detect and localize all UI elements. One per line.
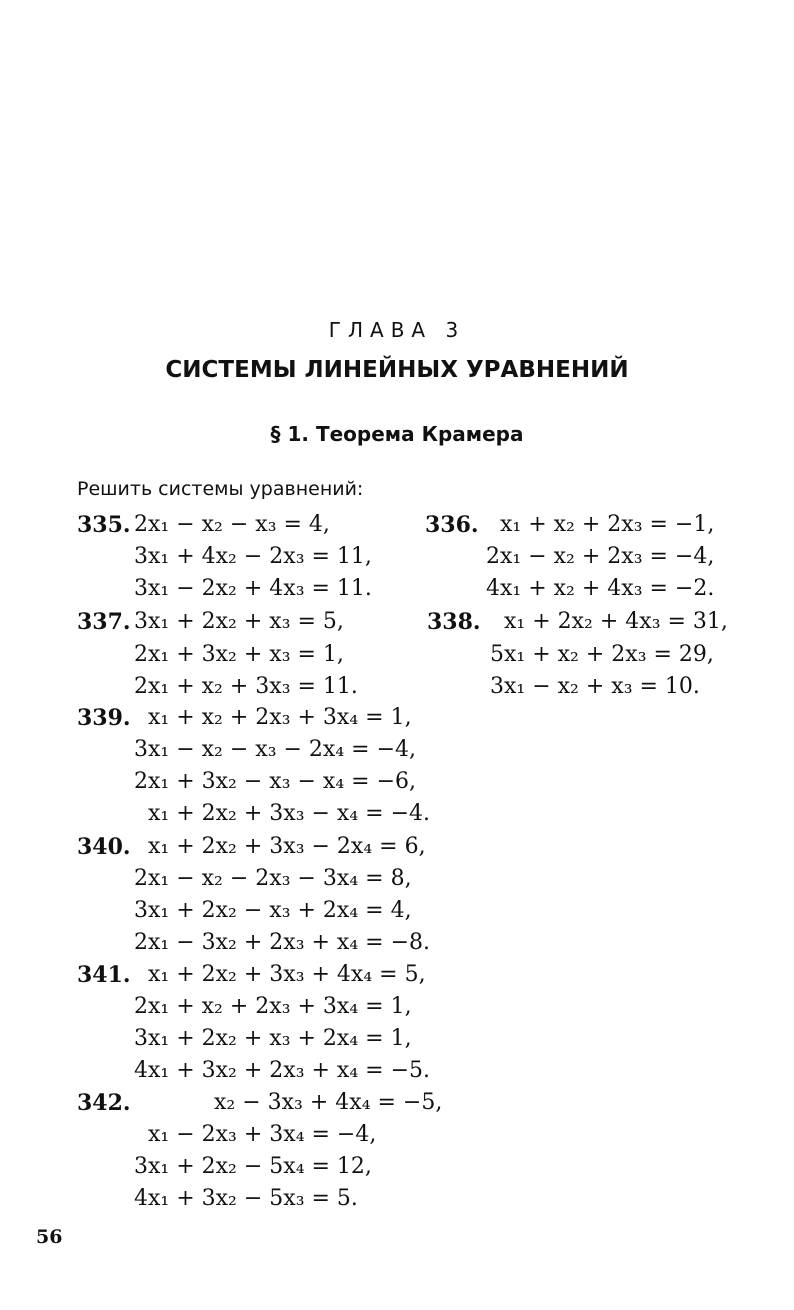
equation: x₁ + x₂ + 2x₃ = −1,	[500, 512, 715, 537]
equation: 2x₁ − x₂ − 2x₃ − 3x₄ = 8,	[134, 866, 412, 891]
equation: 2x₁ + x₂ + 3x₃ = 11.	[134, 674, 358, 699]
equation: x₁ + 2x₂ + 3x₃ − 2x₄ = 6,	[148, 834, 426, 859]
chapter-heading: ГЛАВА 3	[328, 318, 466, 342]
problem-number: 339.	[77, 705, 131, 731]
equation: 2x₁ − x₂ + 2x₃ = −4,	[486, 544, 715, 569]
instructions: Решить системы уравнений:	[77, 478, 364, 500]
equation: 2x₁ + x₂ + 2x₃ + 3x₄ = 1,	[134, 994, 412, 1019]
equation: 4x₁ + 3x₂ − 5x₃ = 5.	[134, 1186, 358, 1211]
equation: 3x₁ − 2x₂ + 4x₃ = 11.	[134, 576, 372, 601]
equation: 2x₁ + 3x₂ + x₃ = 1,	[134, 642, 344, 667]
equation: 5x₁ + x₂ + 2x₃ = 29,	[490, 642, 714, 667]
equation: x₁ + 2x₂ + 3x₃ − x₄ = −4.	[148, 801, 431, 826]
equation: 3x₁ + 2x₂ − 5x₄ = 12,	[134, 1154, 372, 1179]
equation: x₁ + 2x₂ + 4x₃ = 31,	[504, 609, 728, 634]
equation: 2x₁ − 3x₂ + 2x₃ + x₄ = −8.	[134, 930, 431, 955]
equation: x₁ − 2x₃ + 3x₄ = −4,	[148, 1122, 377, 1147]
equation: 3x₁ − x₂ − x₃ − 2x₄ = −4,	[134, 737, 417, 762]
problem-number: 340.	[77, 834, 131, 860]
problem-number: 341.	[77, 962, 131, 988]
problem-number: 336.	[425, 512, 479, 538]
problem-number: 335.	[77, 512, 131, 538]
equation: 4x₁ + x₂ + 4x₃ = −2.	[486, 576, 715, 601]
equation: 2x₁ − x₂ − x₃ = 4,	[134, 512, 330, 537]
section-heading: § 1. Теорема Крамера	[270, 422, 524, 446]
page-number: 56	[36, 1226, 63, 1248]
equation: 3x₁ + 2x₂ − x₃ + 2x₄ = 4,	[134, 898, 412, 923]
equation: 2x₁ + 3x₂ − x₃ − x₄ = −6,	[134, 769, 417, 794]
problem-number: 338.	[427, 609, 481, 635]
equation: 3x₁ − x₂ + x₃ = 10.	[490, 674, 700, 699]
equation: 4x₁ + 3x₂ + 2x₃ + x₄ = −5.	[134, 1058, 431, 1083]
equation: x₁ + x₂ + 2x₃ + 3x₄ = 1,	[148, 705, 412, 730]
equation: x₂ − 3x₃ + 4x₄ = −5,	[214, 1090, 443, 1115]
problem-number: 342.	[77, 1090, 131, 1116]
equation: 3x₁ + 4x₂ − 2x₃ = 11,	[134, 544, 372, 569]
problem-number: 337.	[77, 609, 131, 635]
equation: x₁ + 2x₂ + 3x₃ + 4x₄ = 5,	[148, 962, 426, 987]
equation: 3x₁ + 2x₂ + x₃ = 5,	[134, 609, 344, 634]
chapter-title: СИСТЕМЫ ЛИНЕЙНЫХ УРАВНЕНИЙ	[165, 357, 629, 383]
equation: 3x₁ + 2x₂ + x₃ + 2x₄ = 1,	[134, 1026, 412, 1051]
